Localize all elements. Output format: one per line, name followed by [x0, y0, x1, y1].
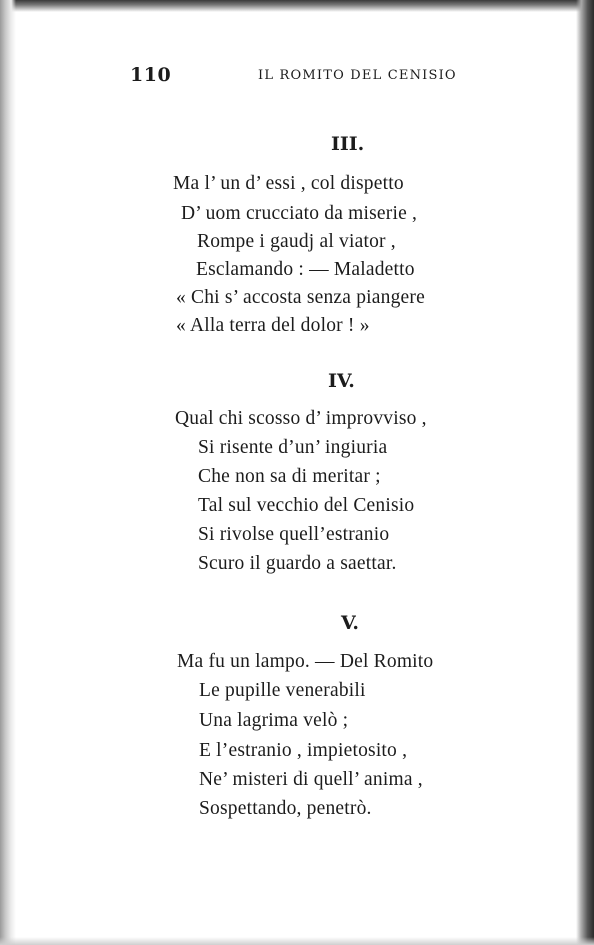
verse-line: Si rivolse quell’estranio: [198, 524, 390, 545]
verse-line: Esclamando : — Maladetto: [196, 259, 415, 280]
running-title: IL ROMITO DEL CENISIO: [258, 68, 457, 83]
verse-line: Tal sul vecchio del Cenisio: [198, 495, 415, 516]
verse-line: « Chi s’ accosta senza piangere: [176, 287, 425, 308]
verse-line: Ma l’ un d’ essi , col dispetto: [173, 173, 404, 194]
verse-line: Qual chi scosso d’ improvviso ,: [175, 408, 427, 429]
stanza-heading: V.: [341, 612, 360, 634]
verse-line: « Alla terra del dolor ! »: [176, 315, 370, 336]
scan-edge-left: [0, 0, 16, 945]
verse-line: Che non sa di meritar ;: [198, 466, 381, 487]
scan-edge-top: [0, 0, 594, 12]
verse-line: Scuro il guardo a saettar.: [198, 553, 397, 574]
verse-line: Ne’ misteri di quell’ anima ,: [199, 769, 423, 790]
stanza-heading: III.: [331, 133, 365, 155]
verse-line: Le pupille venerabili: [199, 680, 366, 701]
verse-line: E l’estranio , impietosito ,: [199, 740, 408, 761]
page-number: 110: [130, 64, 172, 86]
verse-line: Si risente d’un’ ingiuria: [198, 437, 388, 458]
verse-line: Rompe i gaudj al viator ,: [197, 231, 396, 252]
scan-edge-right: [576, 0, 594, 945]
verse-line: Una lagrima velò ;: [199, 710, 349, 731]
verse-line: Ma fu un lampo. — Del Romito: [177, 651, 434, 672]
verse-line: D’ uom crucciato da miserie ,: [181, 203, 418, 224]
scan-edge-bottom: [0, 937, 594, 945]
stanza-heading: IV.: [328, 370, 355, 392]
verse-line: Sospettando, penetrò.: [199, 798, 372, 819]
page-header: [130, 64, 457, 86]
